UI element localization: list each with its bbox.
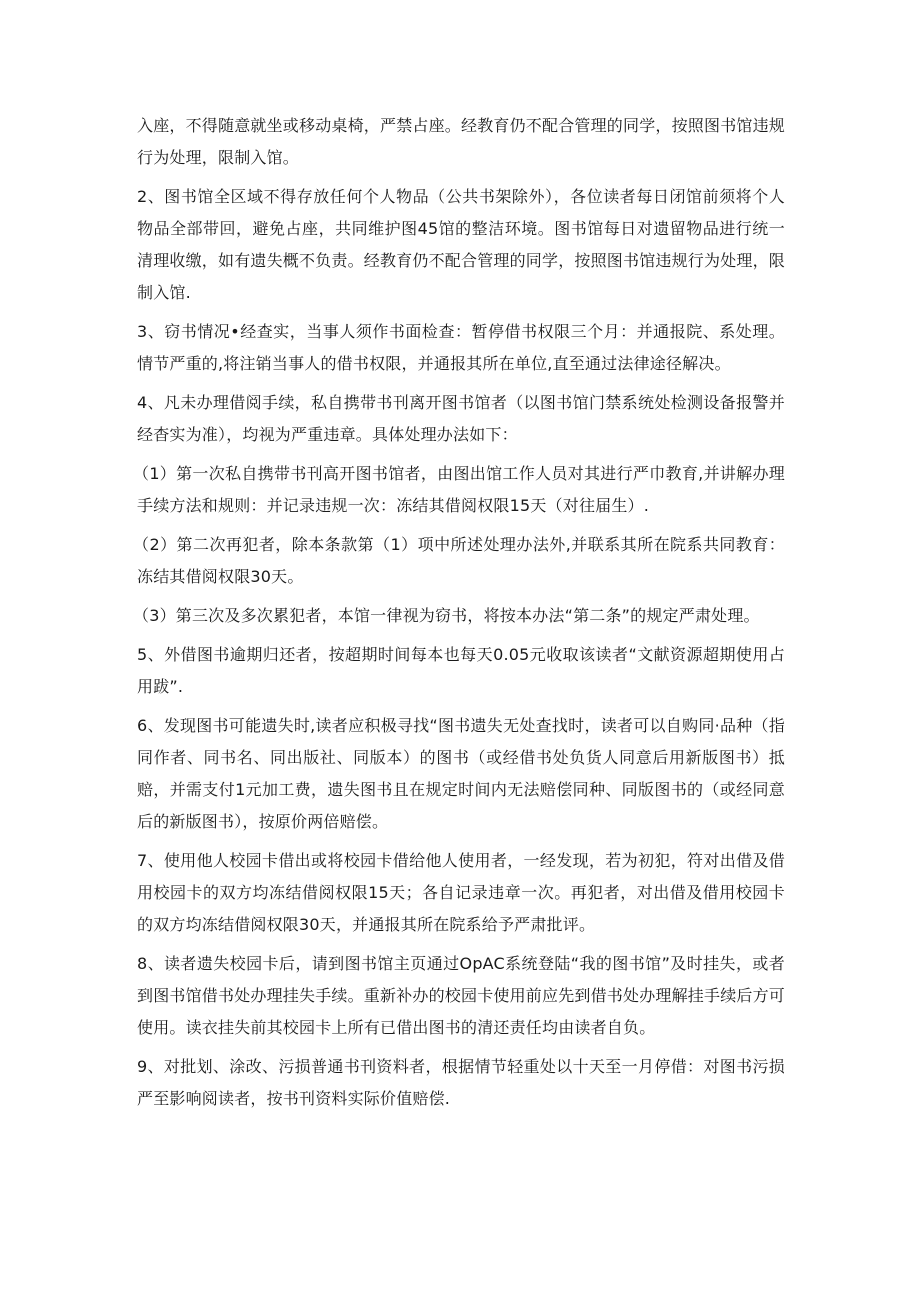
paragraph-rule-3: 3、窃书情况•经查实，当事人须作书面检查：暂停借书权限三个月：并通报院、系处理。情节严重的,将注销当事人的借书权限，并通报其所在单位,直至通过法律途径解决。 — [137, 322, 785, 373]
paragraph-rule-4-item-2: （2）第二次再犯者，除本条款第（1）项中所述处理办法外,并联系其所在院系共同教育：冻结其借阅权限30天。 — [133, 535, 785, 586]
paragraph-rule-7: 7、使用他人校园卡借出或将校园卡借给他人使用者，一经发现，若为初犯，符对出借及借用校园卡的双方均冻结借阅权限15天；各自记录违章一次。再犯者，对出借及借用校园卡的双方均冻结借阅权限30天，并通报其所在院系给予严肃批评。 — [137, 851, 785, 934]
paragraph-continuation: 入座，不得随意就坐或移动桌椅，严禁占座。经教育仍不配合管理的同学，按照图书馆违规行为处理，限制入馆。 — [137, 116, 786, 167]
paragraph-rule-4-item-1: （1）第一次私自携带书刊高开图书馆者，由图出馆工作人员对其进行严巾教育,并讲解办理手续方法和规则：并记录违规一次：冻结其借阅权限15天（对往届生）. — [133, 464, 785, 515]
paragraph-rule-2: 2、图书馆全区域不得存放任何个人物品（公共书架除外），各位读者每日闭馆前须将个人物品全部带回，避免占座，共同维护图45馆的整洁环境。图书馆每日对遗留物品进行统一清理收缴，如有遗失概不负责。经教育仍不配合管理的同学，按照图书馆违规行为处理，限制入馆. — [137, 187, 786, 302]
paragraph-rule-4: 4、凡未办理借阅手续，私自携带书刊离开图书馆者（以图书馆门禁系统处检测设备报警并经杳实为准），均视为严重违章。具体处理办法如下： — [137, 393, 785, 444]
paragraph-rule-5: 5、外借图书逾期归还者，按超期时间每本也每天0.05元收取该读者“文献资源超期使用占用跋”. — [137, 645, 785, 696]
paragraph-rule-8: 8、读者遗失校园卡后，请到图书馆主页通过OpAC系统登陆“我的图书馆”及时挂失，或者到图书馆借书处办理挂失手续。重新补办的校园卡使用前应先到借书处办理解挂手续后方可使用。读衣挂失前其校园卡上所有已借出图书的清还责任均由读者自负。 — [137, 954, 786, 1037]
document-body — [133, 110, 786, 1122]
paragraph-rule-4-item-3: （3）第三次及多次累犯者，本馆一律视为窃书，将按本办法“第二条”的规定严肃处理。 — [133, 606, 760, 625]
paragraph-rule-6: 6、发现图书可能遗失时,读者应积极寻找“图书遗失无处查找时，读者可以自购同·品种（指同作者、同书名、同出版社、同版本）的图书（或经借书处负货人同意后用新版图书）抵赔，并需支付1元加工费，遗失图书且在规定时间内无法赔偿同种、同版图书的（或经同意后的新版图书），按原价两倍赔偿。 — [137, 716, 785, 831]
paragraph-rule-9: 9、对批划、涂改、污损普通书刊资料者，根据情节轻重处以十天至一月停借：对图书污损严至影响阅读者，按书刊资料实际价值赔偿. — [137, 1057, 785, 1108]
